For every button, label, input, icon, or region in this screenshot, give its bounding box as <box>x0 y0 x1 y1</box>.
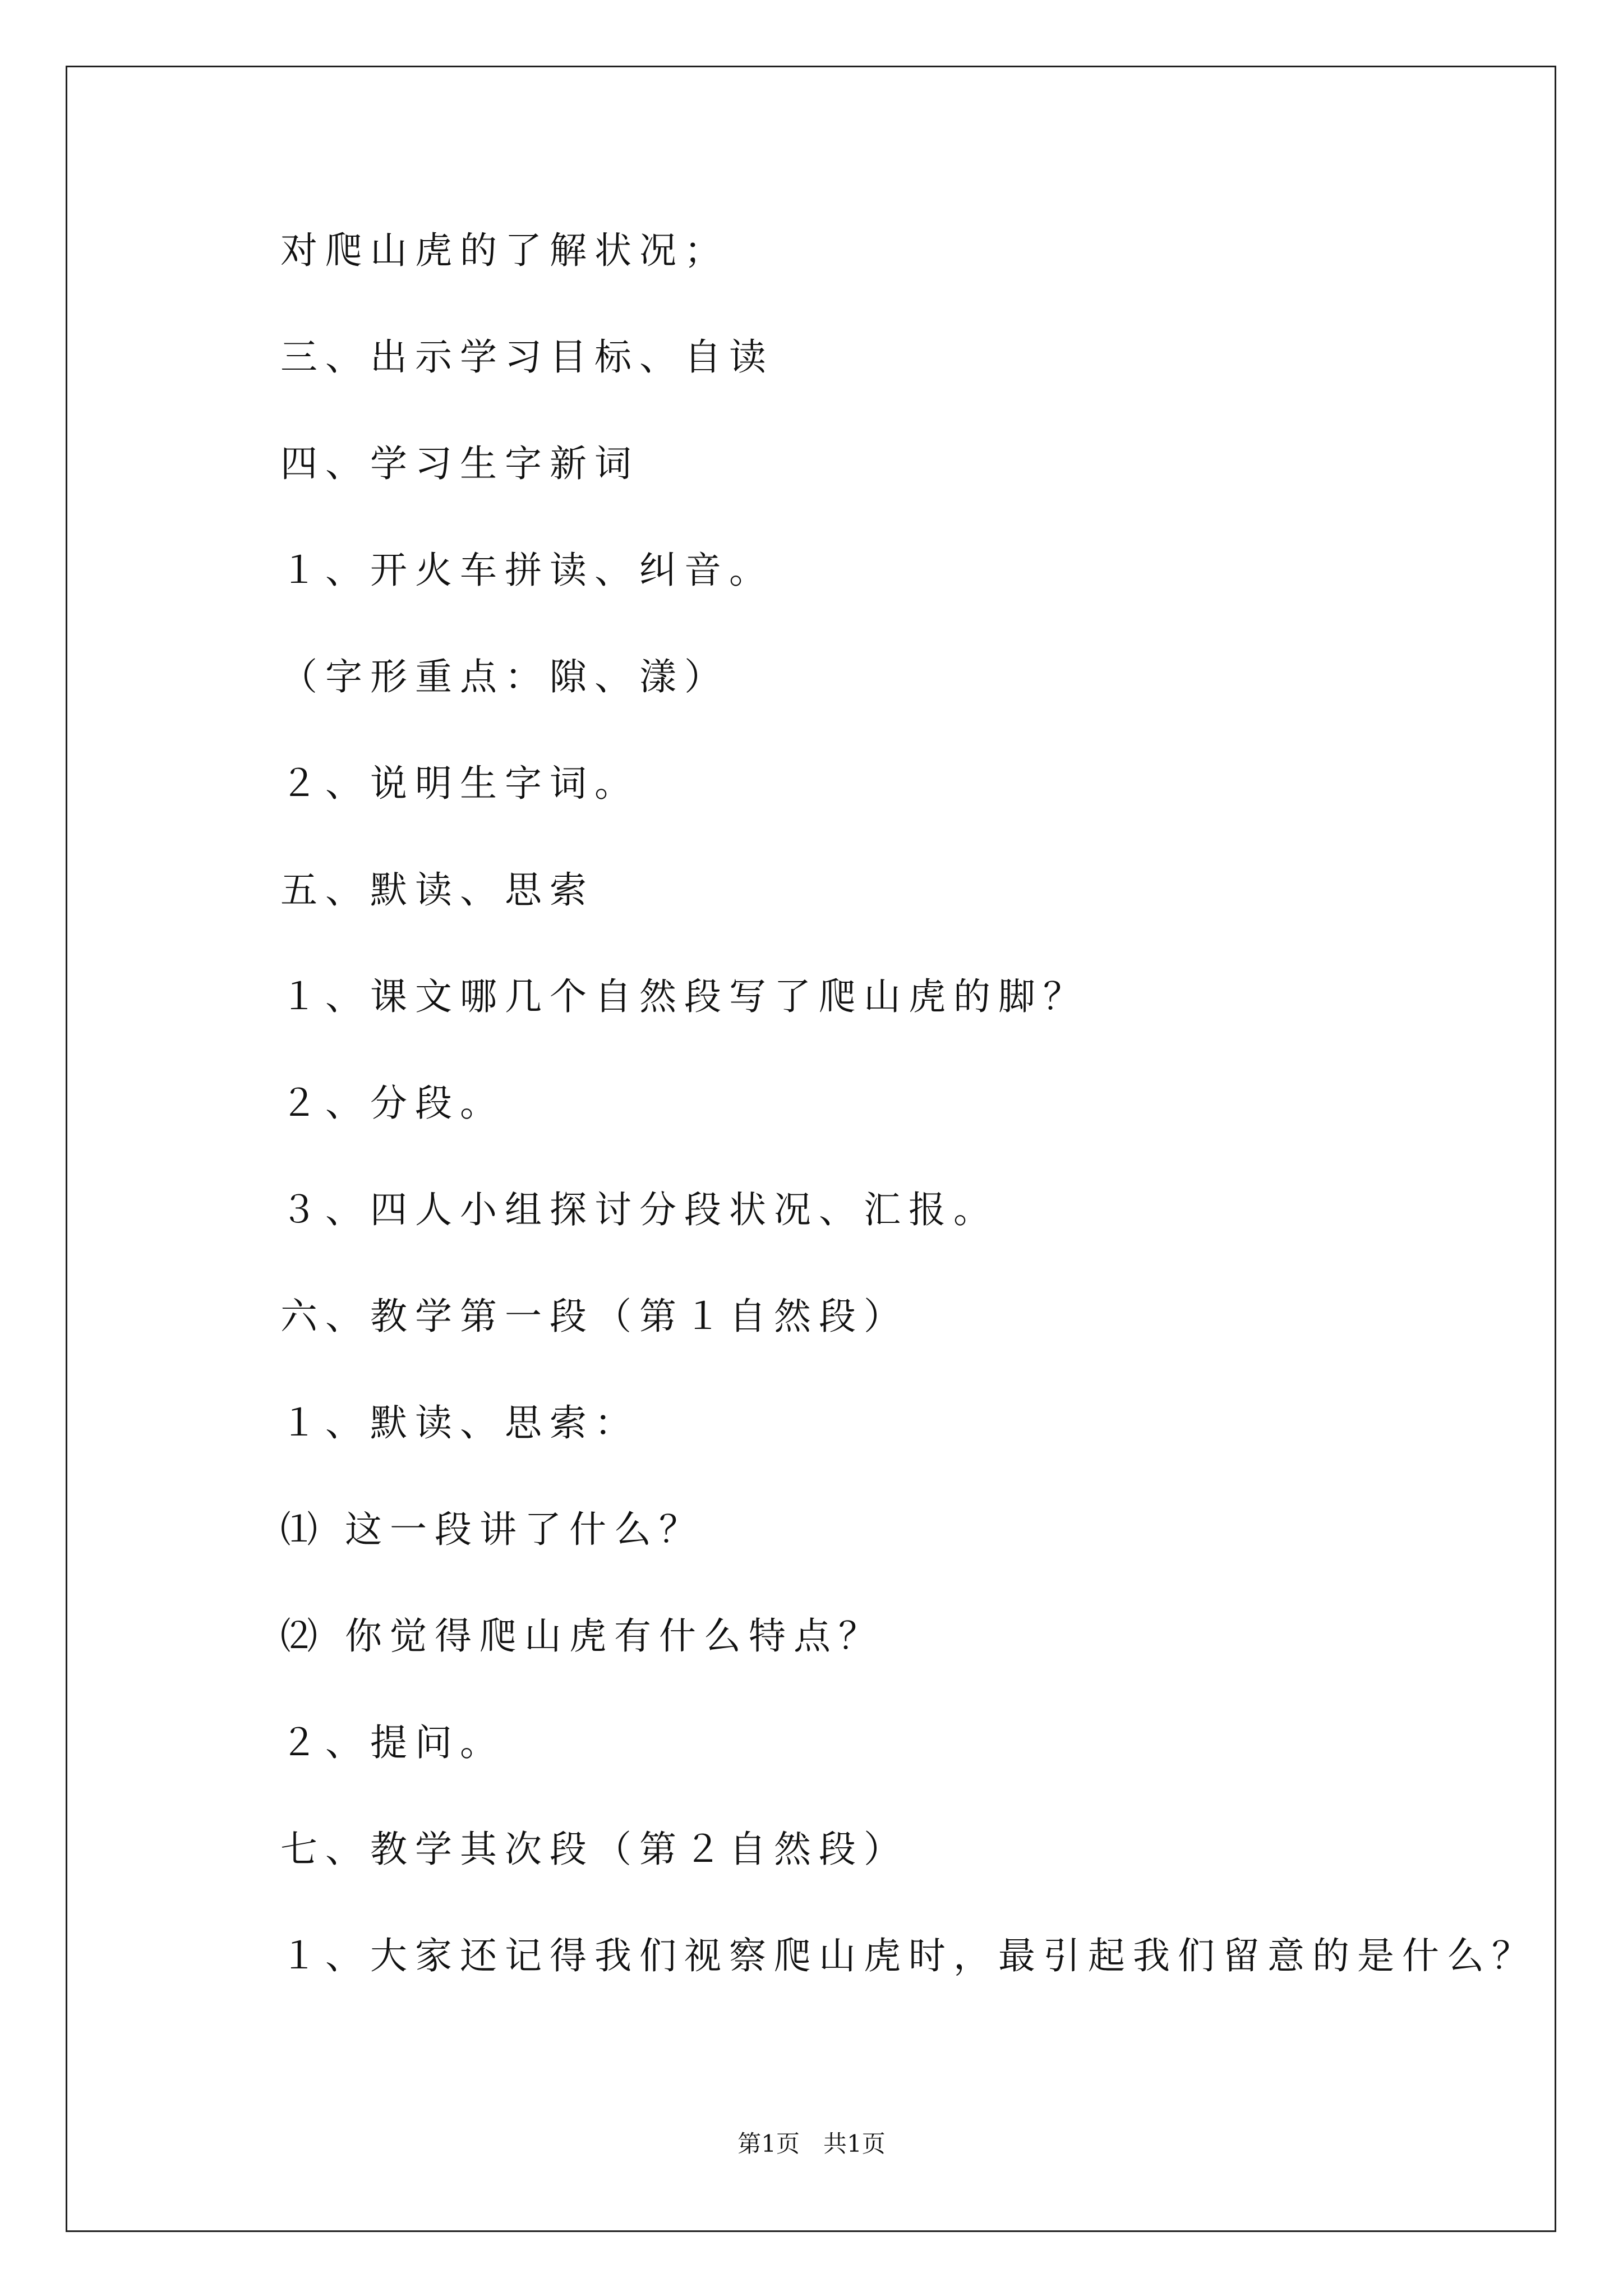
text-line: 六、教学第一段（第１自然段） <box>280 1295 909 1338</box>
text-line: ２、分段。 <box>280 1082 505 1125</box>
text-line: １、课文哪几个自然段写了爬山虎的脚？ <box>280 975 1088 1018</box>
text-line: 对爬山虎的了解状况； <box>280 229 729 272</box>
text-line: １、默读、思索： <box>280 1401 639 1444</box>
text-line: ２、说明生字词。 <box>280 762 639 805</box>
text-line: 三、出示学习目标、自读 <box>280 335 774 379</box>
text-line: １、开火车拼读、纠音。 <box>280 549 774 592</box>
text-line: （字形重点：隙、漾） <box>280 655 729 698</box>
text-line: 七、教学其次段（第２自然段） <box>280 1828 909 1871</box>
text-line: ３、四人小组探讨分段状况、汇报。 <box>280 1188 998 1231</box>
page-footer: 第1页 共1页 <box>737 2130 886 2157</box>
text-line: 四、学习生字新词 <box>280 442 639 485</box>
text-line: ⑴ 这一段讲了什么？ <box>280 1508 704 1551</box>
text-line: ⑵ 你觉得爬山虎有什么特点？ <box>280 1614 883 1658</box>
text-line: １、大家还记得我们视察爬山虎时，最引起我们留意的是什么？ <box>280 1934 1537 1977</box>
text-line: 五、默读、思索 <box>280 868 594 912</box>
text-line: ２、提问。 <box>280 1721 505 1764</box>
page-border <box>66 66 1556 2232</box>
